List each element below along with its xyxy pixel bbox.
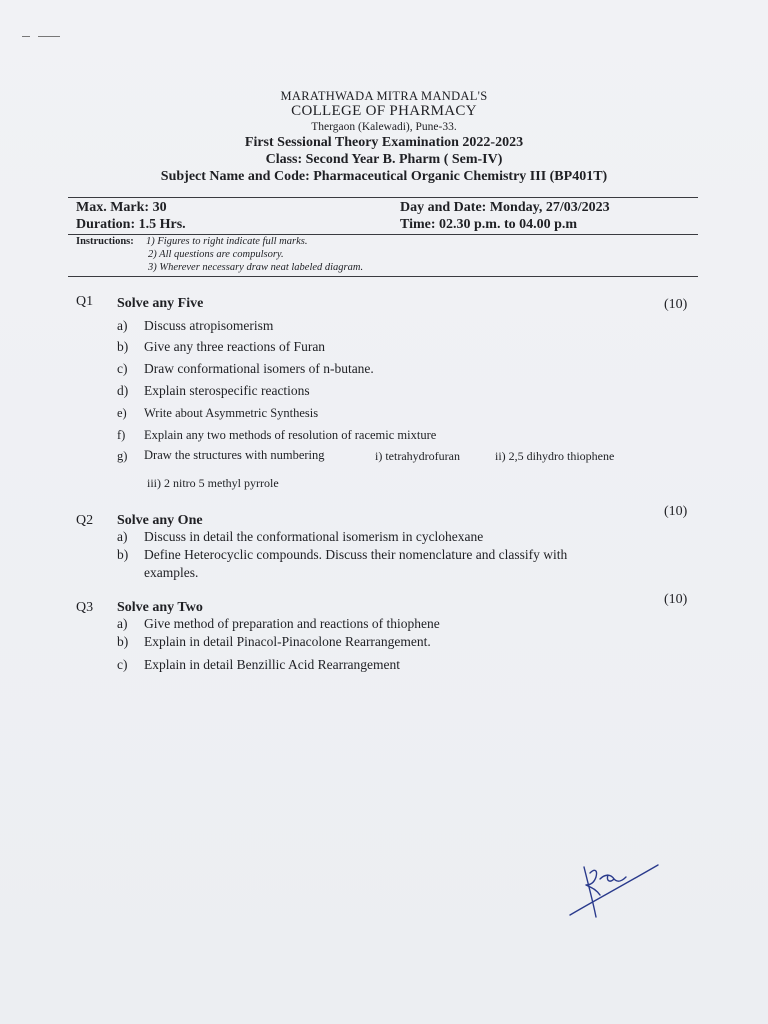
- item-label: a): [117, 318, 128, 333]
- item-label: a): [117, 529, 128, 544]
- item-text: Discuss atropisomerism: [144, 318, 274, 333]
- exam-title: First Sessional Theory Examination 2022-2023: [244, 135, 524, 150]
- class-title: Class: Second Year B. Pharm ( Sem-IV): [265, 152, 503, 167]
- item-label: c): [117, 361, 128, 376]
- question-heading: Solve any Five: [117, 296, 204, 311]
- item-label: b): [117, 634, 129, 649]
- day-date: Day and Date: Monday, 27/03/2023: [400, 200, 610, 215]
- item-text: Explain in detail Benzillic Acid Rearrangement: [144, 657, 401, 672]
- instructions-rule: [68, 276, 698, 277]
- question-number: Q2: [76, 513, 94, 528]
- item-text: Discuss in detail the conformational isomerism in cyclohexane: [144, 529, 484, 544]
- item-text: Explain any two methods of resolution of racemic mixture: [144, 428, 437, 442]
- question-marks: (10): [664, 504, 688, 519]
- top-rule: [68, 197, 698, 198]
- item-label: g): [117, 449, 128, 463]
- subject-title: Subject Name and Code: Pharmaceutical Organic Chemistry III (BP401T): [160, 169, 608, 184]
- meta-rule: [68, 234, 698, 235]
- instruction-item: 1) Figures to right indicate full marks.: [146, 236, 308, 247]
- item-text: Draw the structures with numbering: [144, 448, 325, 462]
- instruction-item: 2) All questions are compulsory.: [148, 249, 284, 260]
- question-marks: (10): [664, 297, 688, 312]
- item-label: e): [117, 406, 127, 420]
- item-label: f): [117, 428, 126, 442]
- question-marks: (10): [664, 592, 688, 607]
- item-text: Give any three reactions of Furan: [144, 339, 326, 354]
- item-label: d): [117, 383, 129, 398]
- item-label: c): [117, 657, 128, 672]
- instruction-item: 3) Wherever necessary draw neat labeled diagram.: [148, 262, 364, 273]
- college-name: COLLEGE OF PHARMACY: [291, 103, 477, 119]
- college-address: Thergaon (Kalewadi), Pune-33.: [311, 121, 457, 133]
- scan-mark: [22, 36, 30, 37]
- item-text: Give method of preparation and reactions of thiophene: [144, 616, 440, 631]
- sub-item: iii) 2 nitro 5 methyl pyrrole: [147, 476, 279, 490]
- scan-mark: [38, 36, 60, 37]
- item-text: Write about Asymmetric Synthesis: [144, 406, 319, 420]
- item-text: Explain in detail Pinacol-Pinacolone Rearrangement.: [144, 634, 431, 649]
- sub-item: ii) 2,5 dihydro thiophene: [495, 449, 615, 463]
- duration: Duration: 1.5 Hrs.: [76, 217, 186, 232]
- item-text: Draw conformational isomers of n-butane.: [144, 361, 374, 376]
- question-heading: Solve any Two: [117, 600, 203, 615]
- item-text-continued: examples.: [144, 565, 199, 580]
- item-text: Explain sterospecific reactions: [144, 383, 310, 398]
- item-label: b): [117, 547, 129, 562]
- exam-time: Time: 02.30 p.m. to 04.00 p.m: [400, 217, 578, 232]
- sub-item: i) tetrahydrofuran: [375, 449, 460, 463]
- max-mark: Max. Mark: 30: [76, 200, 167, 215]
- item-label: b): [117, 339, 129, 354]
- question-number: Q1: [76, 294, 94, 309]
- item-text: Define Heterocyclic compounds. Discuss their nomenclature and classify with: [144, 547, 568, 562]
- institution-name: MARATHWADA MITRA MANDAL'S: [280, 89, 488, 103]
- question-number: Q3: [76, 600, 94, 615]
- item-label: a): [117, 616, 128, 631]
- instructions-label: Instructions:: [76, 236, 134, 247]
- signature: [560, 855, 670, 925]
- question-heading: Solve any One: [117, 513, 203, 528]
